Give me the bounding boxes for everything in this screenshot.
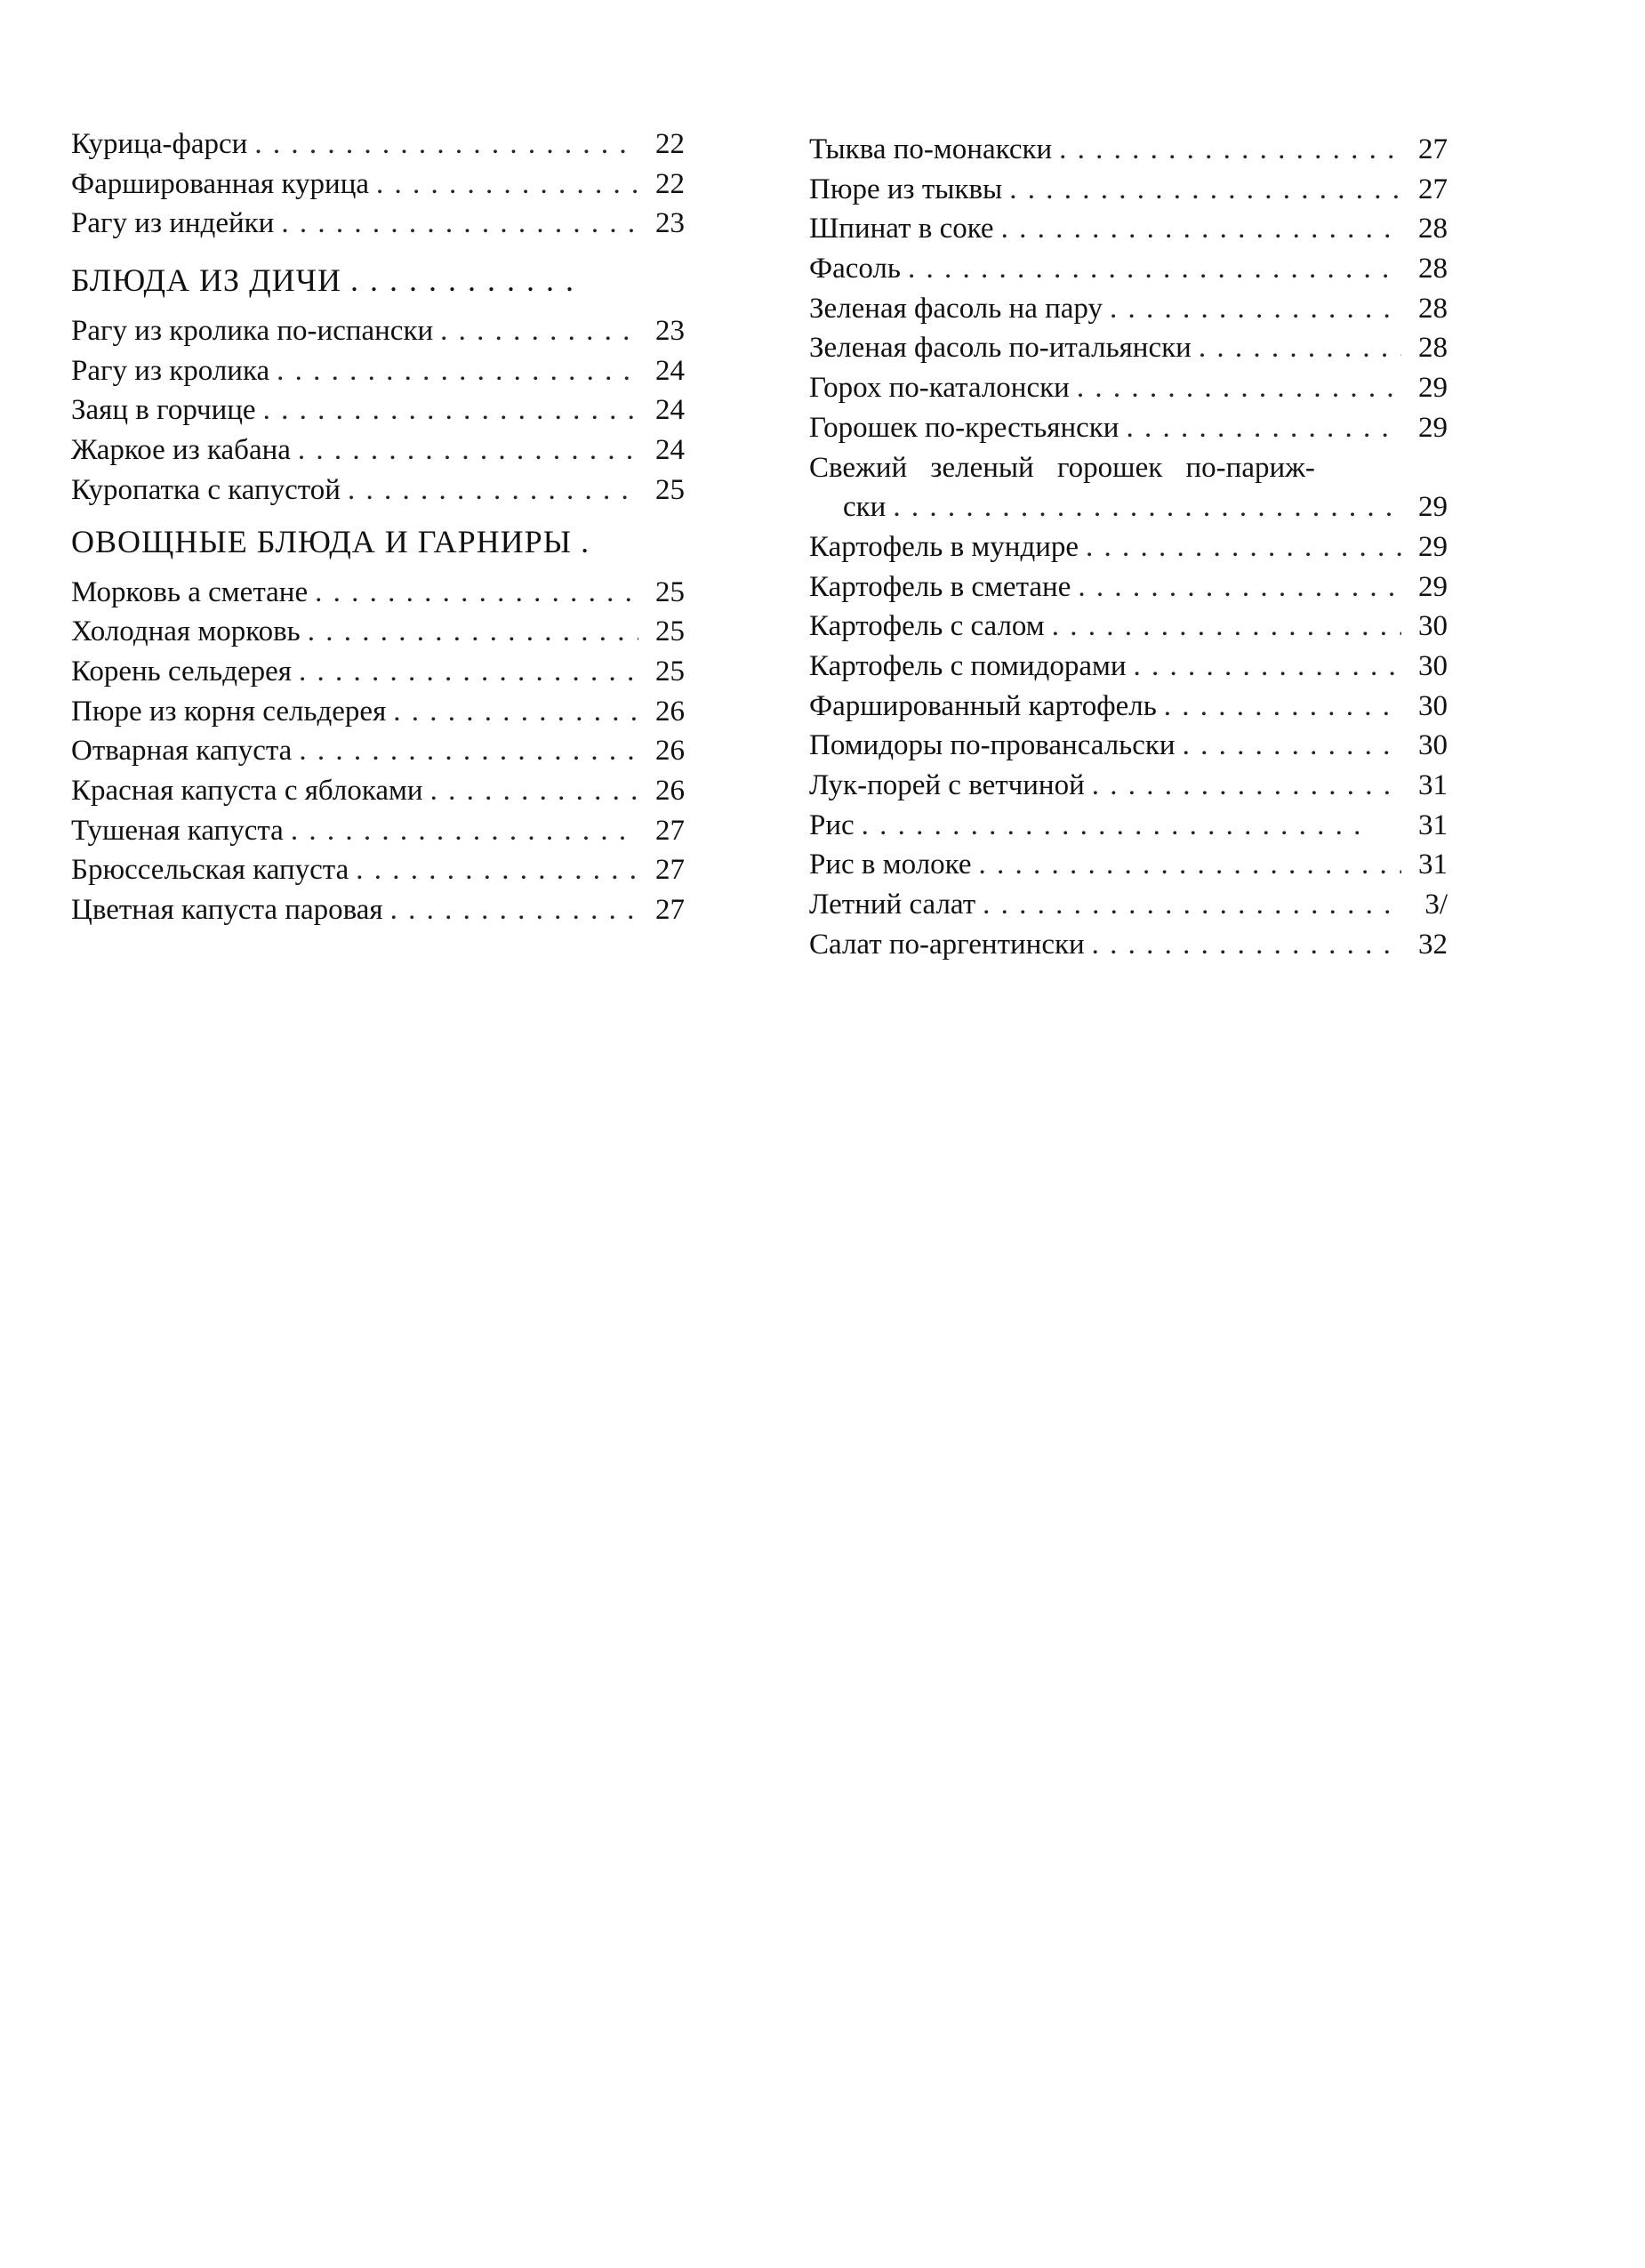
toc-entry[interactable] [71,811,685,851]
entry-title: Фаршированная курица [71,167,370,200]
dot-leader [315,573,638,613]
entry-title: Лук-порей с ветчиной [809,769,1085,801]
dot-leader [299,652,638,692]
dot-leader [308,612,638,652]
toc-entry[interactable] [809,687,1448,727]
entry-title: Морковь а сметане [71,575,309,608]
dot-leader [908,249,1401,289]
toc-entry[interactable] [71,612,685,652]
entry-title: Горошек по-крестьянски [809,411,1119,444]
dot-leader [440,311,638,351]
dot-leader [1078,567,1401,607]
toc-entry[interactable] [71,470,685,511]
entry-title: Шпинат в соке [809,213,994,245]
toc-entry[interactable] [809,845,1448,885]
dot-leader [298,430,638,470]
dot-leader [1086,527,1401,567]
toc-entry[interactable] [809,130,1448,170]
entry-page: 25 [655,575,685,608]
dot-leader [1134,647,1401,687]
entry-title: Рис в молоке [809,848,972,881]
toc-entry[interactable] [809,726,1448,766]
entry-page: 28 [1418,253,1448,286]
entry-title: Пюре из тыквы [809,173,1003,205]
entry-title: Рагу из кролика [71,354,270,387]
entry-page: 22 [655,167,685,200]
entry-page: 28 [1418,292,1448,325]
entry-page: 29 [1418,570,1448,603]
entry-page: 28 [1418,213,1448,245]
entry-page: 31 [1418,808,1448,841]
entry-page: 29 [1418,530,1448,563]
toc-entry[interactable] [809,925,1448,965]
entry-page: 25 [655,655,685,688]
toc-entry[interactable] [71,692,685,732]
entry-page: 26 [655,735,685,768]
dot-leader [1164,687,1401,727]
entry-title: Красная капуста с яблоками [71,774,423,807]
entry-page: 30 [1418,689,1448,722]
entry-title: Рагу из индейки [71,207,275,240]
toc-entry[interactable] [809,328,1448,368]
toc-left-column [71,125,685,930]
entry-page: 31 [1418,769,1448,801]
dot-leader [1199,328,1401,368]
dot-leader [1183,726,1401,766]
dot-leader [291,811,638,851]
toc-section-game [71,258,685,510]
entry-title: Рагу из кролика по-испански [71,315,434,348]
entry-page: 27 [1418,133,1448,165]
dot-leader [1001,209,1401,249]
toc-entry[interactable] [809,448,1448,488]
toc-entry[interactable] [71,850,685,890]
toc-entry[interactable] [71,731,685,771]
toc-entry[interactable] [809,885,1448,925]
toc-entry[interactable] [71,351,685,391]
section-title: БЛЮДА ИЗ ДИЧИ [71,262,342,299]
toc-entry[interactable] [71,890,685,930]
entry-title: Рис [809,808,855,841]
entry-page: 26 [655,695,685,728]
entry-title: Зеленая фасоль на пару [809,292,1103,325]
dot-leader [350,258,582,302]
entry-title: Корень сельдерея [71,655,292,688]
entry-title: ски [843,491,887,524]
entry-page: 29 [1418,372,1448,405]
toc-right-column [809,130,1448,964]
dot-leader [393,692,638,732]
entry-title: Заяц в горчице [71,394,256,427]
entry-title: Цветная капуста паровая [71,894,383,926]
entry-title: Картофель в мундире [809,530,1079,563]
dot-leader [390,890,638,930]
toc-group-poultry [71,125,685,244]
dot-leader [1092,925,1401,965]
dot-leader [1009,170,1401,210]
toc-entry[interactable] [809,249,1448,289]
entry-title: Брюссельская капуста [71,854,349,887]
dot-leader [983,885,1401,925]
toc-entry[interactable] [71,430,685,470]
toc-entry[interactable] [809,170,1448,210]
entry-page: 25 [655,473,685,506]
dot-leader [430,771,638,811]
dot-leader [356,850,638,890]
entry-page: 23 [655,315,685,348]
dot-leader [277,351,638,391]
dot-leader [1126,408,1401,448]
toc-entry[interactable] [809,408,1448,448]
entry-title: Тушеная капуста [71,814,284,847]
entry-title: Отварная капуста [71,735,293,768]
toc-entry[interactable] [809,567,1448,607]
entry-page: 29 [1418,411,1448,444]
dot-leader [299,731,638,771]
entry-title: Курица-фарси [71,128,248,160]
entry-title: Куропатка с капустой [71,473,341,506]
entry-page: 28 [1418,332,1448,365]
dot-leader [254,125,638,165]
entry-title: Фасоль [809,253,901,286]
toc-entry[interactable] [809,289,1448,329]
entry-page: 30 [1418,610,1448,643]
dot-leader [1092,766,1401,806]
entry-page: 3/ [1424,889,1448,921]
dot-leader [1052,607,1401,647]
entry-title: Картофель в сметане [809,570,1071,603]
entry-page: 26 [655,774,685,807]
entry-title: Жаркое из кабана [71,434,291,467]
dot-leader [979,845,1401,885]
toc-entry[interactable] [71,771,685,811]
entry-title: Фаршированный картофель [809,689,1157,722]
entry-page: 27 [655,854,685,887]
entry-page: 25 [655,615,685,648]
entry-page: 30 [1418,729,1448,762]
entry-title: Горох по-каталонски [809,372,1070,405]
entry-page: 23 [655,207,685,240]
entry-title: Летний салат [809,889,976,921]
section-title: ОВОЩНЫЕ БЛЮДА И ГАРНИРЫ . [71,523,590,559]
entry-page: 32 [1418,928,1448,961]
toc-entry[interactable] [809,647,1448,687]
entry-title: Картофель с салом [809,610,1045,643]
entry-title: Тыква по-монакски [809,133,1053,165]
entry-page: 24 [655,394,685,427]
entry-title: Свежий зеленый горошек по-париж- [809,451,1315,484]
entry-page: 24 [655,434,685,467]
entry-title: Холодная морковь [71,615,301,648]
toc-entry[interactable] [71,573,685,613]
dot-leader [263,390,638,430]
toc-entry[interactable] [71,311,685,351]
toc-entry[interactable] [71,390,685,430]
toc-section-vegetables [71,519,685,930]
entry-page: 27 [655,814,685,847]
entry-page: 27 [1418,173,1448,205]
entry-title: Помидоры по-провансальски [809,729,1176,762]
toc-entry[interactable] [71,125,685,165]
section-heading[interactable] [71,519,685,564]
entry-page: 31 [1418,848,1448,881]
toc-entry[interactable] [809,527,1448,567]
entry-page: 24 [655,354,685,387]
dot-leader [376,165,638,205]
toc-entry[interactable] [71,204,685,244]
dot-leader [281,204,638,244]
entry-page: 29 [1418,491,1448,524]
entry-title: Зеленая фасоль по-итальянски [809,332,1192,365]
entry-page: 27 [655,894,685,926]
entry-title: Салат по-аргентински [809,928,1085,961]
dot-leader [1077,368,1401,408]
dot-leader [862,806,1401,846]
toc-entry[interactable] [809,766,1448,806]
toc-entry[interactable] [71,652,685,692]
toc-entry[interactable] [809,209,1448,249]
section-heading[interactable] [71,258,685,302]
entry-page: 30 [1418,649,1448,682]
toc-entry[interactable] [809,607,1448,647]
entry-title: Пюре из корня сельдерея [71,695,387,728]
dot-leader [893,487,1401,527]
entry-page: 22 [655,128,685,160]
toc-entry-continuation[interactable] [809,487,1448,527]
toc-entry[interactable] [71,165,685,205]
toc-entry[interactable] [809,806,1448,846]
dot-leader [348,470,638,511]
entry-title: Картофель с помидорами [809,649,1127,682]
dot-leader [1110,289,1401,329]
toc-entry[interactable] [809,368,1448,408]
dot-leader [1059,130,1401,170]
